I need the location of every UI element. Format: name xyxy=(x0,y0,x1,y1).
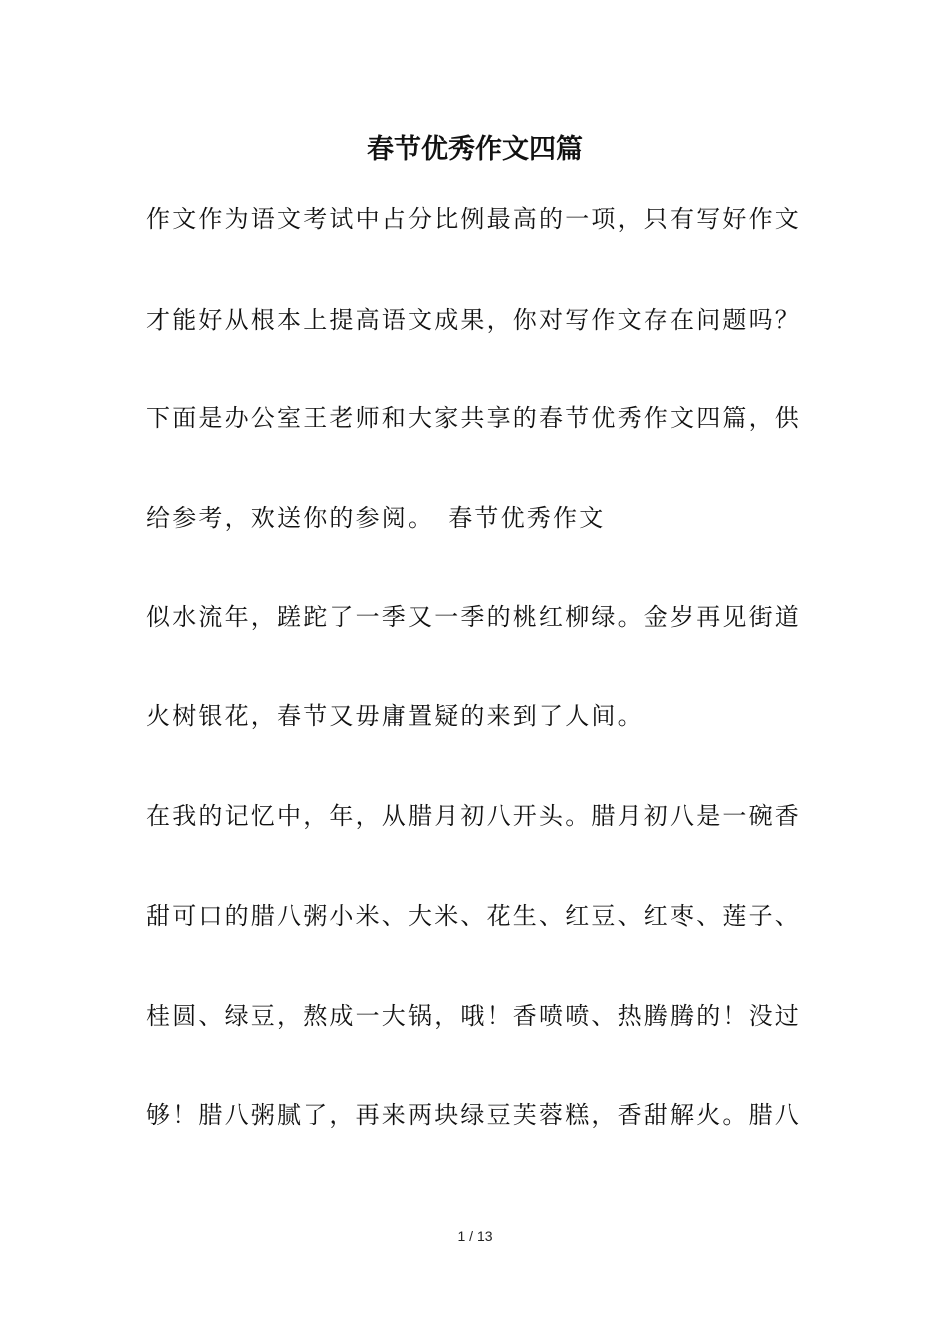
paragraph-line: 似水流年，蹉跎了一季又一季的桃红柳绿。金岁再见街道 xyxy=(146,603,801,631)
paragraph-line: 甜可口的腊八粥小米、大米、花生、红豆、红枣、莲子、 xyxy=(146,902,801,930)
paragraph-line: 够！腊八粥腻了，再来两块绿豆芙蓉糕，香甜解火。腊八 xyxy=(146,1101,801,1129)
paragraph-line: 下面是办公室王老师和大家共享的春节优秀作文四篇，供 xyxy=(146,404,801,432)
paragraph-line: 才能好从根本上提高语文成果，你对写作文存在问题吗？ xyxy=(146,306,801,334)
paragraph-line: 桂圆、绿豆，熬成一大锅，哦！香喷喷、热腾腾的！没过 xyxy=(146,1002,801,1030)
section-subheading: 春节优秀作文 xyxy=(448,504,606,532)
paragraph-line-text: 给参考，欢送你的参阅。 xyxy=(146,504,435,532)
page-number: 1 / 13 xyxy=(457,1228,493,1244)
paragraph-line: 作文作为语文考试中占分比例最高的一项，只有写好作文 xyxy=(146,205,801,233)
paragraph-line: 火树银花，春节又毋庸置疑的来到了人间。 xyxy=(146,702,644,730)
document-title: 春节优秀作文四篇 xyxy=(367,134,583,165)
paragraph-line: 在我的记忆中，年，从腊月初八开头。腊月初八是一碗香 xyxy=(146,802,801,830)
paragraph-line xyxy=(146,501,816,535)
